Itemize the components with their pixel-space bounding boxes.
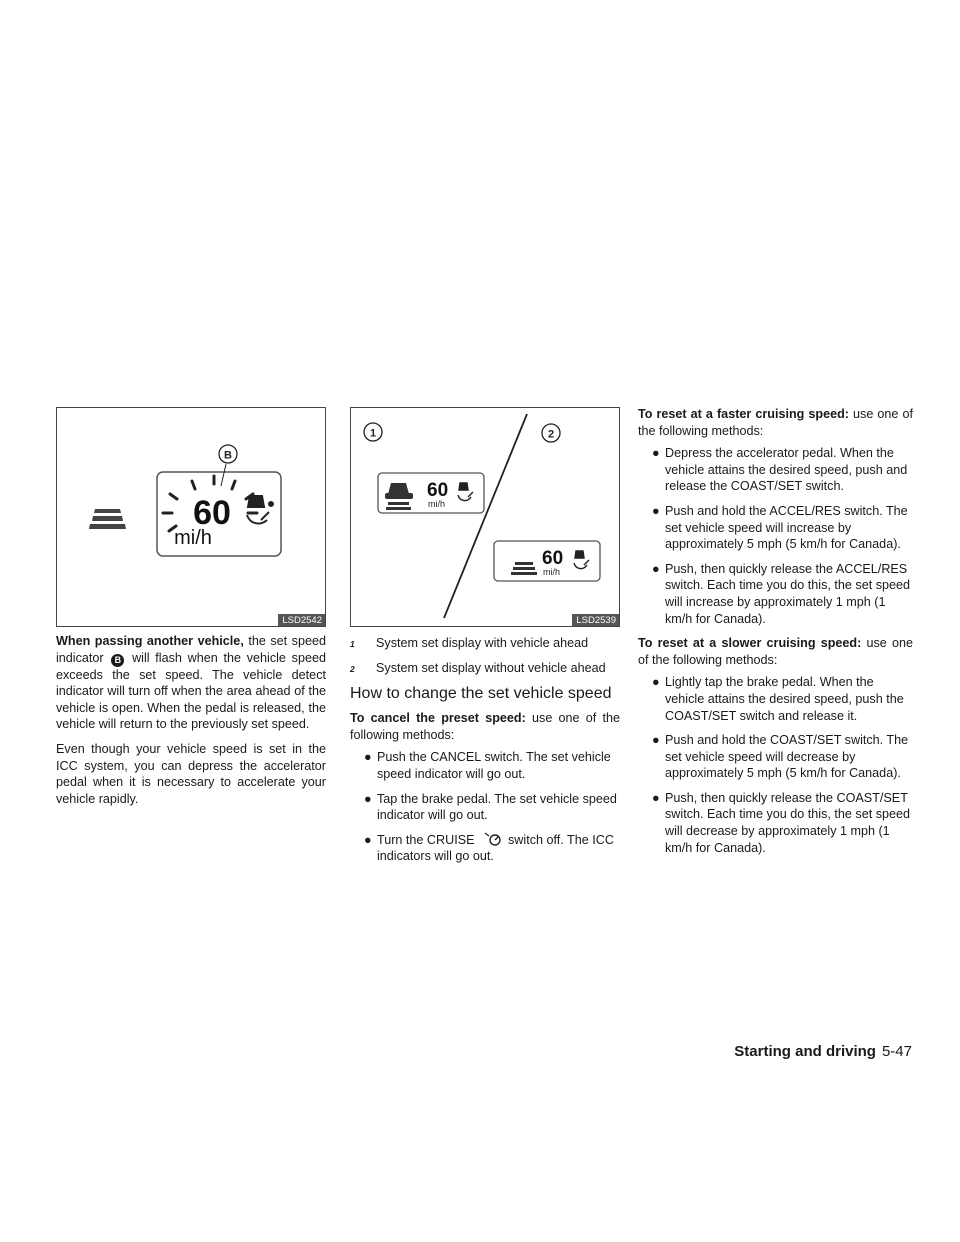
lane-icon [89,509,126,529]
cancel-intro-text: use one of the following methods: [350,711,621,742]
slower-intro-text: use one of the following methods: [638,636,913,667]
bullet: ● [652,561,660,576]
cancel-methods-list [350,749,620,865]
list-item [350,749,620,782]
list-item-text: Push, then quickly release the COAST/SET switch. Each time you do this, the set speed will decrease by approximately 1 mph (1 km/h for Canada). [665,790,911,855]
list-item-text: Turn the CRUISE [377,832,475,847]
runin-passing: When passing another vehicle, [56,634,244,648]
set-display-illustration [351,408,619,626]
caption-1 [350,635,620,652]
bullet: ● [364,832,372,847]
column-1 [56,407,326,815]
caption-2 [350,660,620,677]
passing-text-2: will flash when the vehicle speed exceeds the set speed. The vehicle detect indicator will turn off when the area ahead of the vehicle is open. When the pedal is released, the vehicle will return to the previously set speed. [56,650,326,732]
bullet: ● [652,733,660,748]
passing-text-1: the set speed indicator [56,634,326,665]
callout-leader [221,464,226,486]
figure-code: LSD2542 [278,614,325,626]
cruise-icon [475,832,505,846]
page-number: 5-47 [881,1043,912,1060]
callout-b-label: B [224,449,232,462]
list-item [638,445,913,495]
lane-icon-2 [511,562,537,575]
page-footer [734,1043,912,1061]
divider-line [444,414,527,618]
list-item-text: Depress the accelerator pedal. When the vehicle attains the desired speed, push and release the COAST/SET switch. [665,446,908,494]
bullet: ● [652,503,660,518]
bullet: ● [652,790,660,805]
column-2 [350,407,620,873]
runin-cancel: To cancel the preset speed: [350,711,526,726]
caption-1-text: System set display with vehicle ahead [376,636,589,650]
figure-code: LSD2539 [572,614,619,626]
faster-methods-list [638,445,913,627]
box2-speed: 60 [542,548,564,569]
list-item-text: Push and hold the COAST/SET switch. The set vehicle speed will decrease by approximately 5 mph (5 km/h for Canada). [665,733,909,781]
passing-paragraph [56,633,326,733]
vehicle-detect-icon [247,496,273,524]
callout-1-label: 1 [369,427,377,440]
speed-indicator-flash-illustration [57,408,325,626]
speed-unit: mi/h [174,527,212,549]
list-item-text: Push and hold the ACCEL/RES switch. The set vehicle speed will increase by approximately 5 mph (5 km/h for Canada). [665,503,908,552]
figure-system-set-display [350,407,620,627]
bullet: ● [652,675,660,690]
list-item-text: Lightly tap the brake pedal. When the vehicle attains the desired speed, push the COAST/SET switch and release it. [665,675,904,723]
list-item [638,732,913,782]
list-item [350,832,620,865]
list-item [638,674,913,724]
runin-slower: To reset at a slower cruising speed: [638,636,862,651]
caption-1-number: 1 [350,639,355,649]
list-item [638,503,913,553]
faster-intro-text: use one of the following methods: [638,407,913,438]
bullet: ● [364,750,372,765]
bullet: ● [652,446,660,461]
section-heading: How to change the set vehicle speed [350,685,612,703]
list-item-text: Push, then quickly release the ACCEL/RES switch. Each time you do this, the set speed will increase by approximately 1 mph (1 km/h for Canada). [665,561,911,626]
callout-2-label: 2 [547,428,555,441]
box1-speed: 60 [427,480,449,501]
list-item-text: switch off. The ICC indicators will go out. [377,832,614,864]
list-item-text: Tap the brake pedal. The set vehicle speed indicator will go out. [377,791,617,823]
cancel-intro [350,710,620,743]
list-item [638,561,913,627]
set-speed-indicator: 60 [193,494,231,532]
box1-unit: mi/h [428,499,446,509]
slower-methods-list [638,674,913,856]
icc-icon-1 [458,483,473,501]
list-item-text: Push the CANCEL switch. The set vehicle speed indicator will go out. [377,750,611,781]
marker-b: B [111,654,124,667]
vehicle-ahead-icon [385,483,413,510]
caption-2-number: 2 [350,663,355,674]
list-item [350,791,620,824]
slower-intro [638,635,913,668]
box2-unit: mi/h [543,567,561,577]
caption-2-text: System set display without vehicle ahead [376,660,606,675]
figure-passing-vehicle [56,407,326,627]
faster-intro [638,406,913,439]
footer-section: Starting and driving [734,1043,876,1060]
runin-faster: To reset at a faster cruising speed: [638,407,849,421]
column-3 [638,406,913,864]
bullet: ● [364,791,372,806]
icc-icon-2 [574,551,589,569]
accelerate-paragraph: Even though your vehicle speed is set in the ICC system, you can depress the accelerator pedal when it is necessary to accelerate your vehicle rapidly. [56,741,326,806]
list-item [638,790,913,856]
